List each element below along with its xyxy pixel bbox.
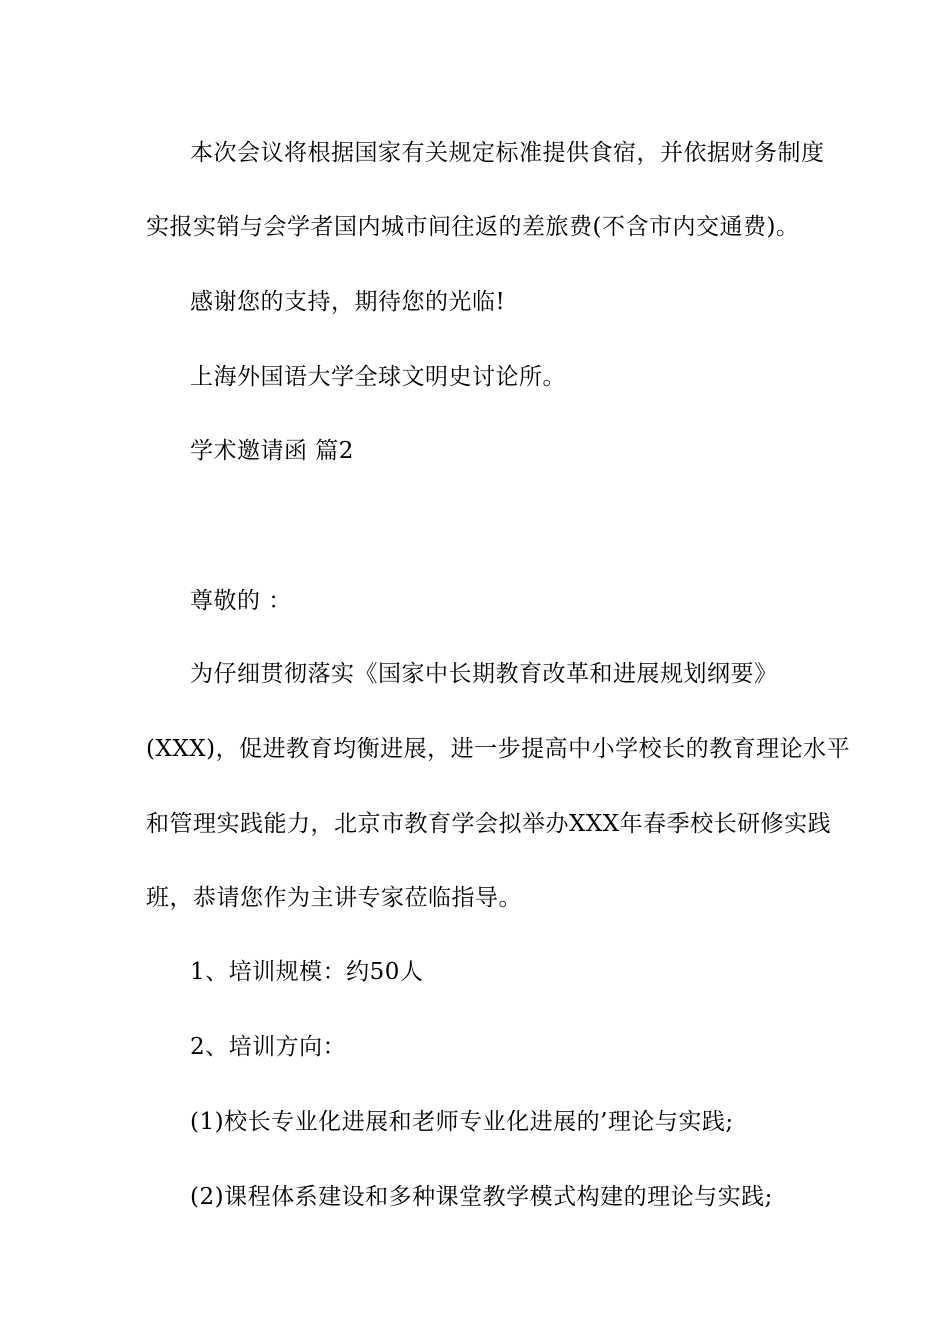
paragraph-invitation-line-3: 和管理实践能力，北京市教育学会拟举办XXX年春季校长研修实践	[146, 811, 832, 837]
paragraph-accommodation-line-1: 本次会议将根据国家有关规定标准提供食宿，并依据财务制度	[190, 140, 825, 166]
paragraph-invitation-line-1: 为仔细贯彻落实《国家中长期教育改革和进展规划纲要》	[190, 661, 778, 687]
sub-item-2: (2)课程体系建设和多种课堂教学模式构建的理论与实践;	[190, 1184, 773, 1210]
list-item-training-scale: 1、培训规模：约50人	[190, 959, 424, 985]
paragraph-thanks: 感谢您的支持，期待您的光临!	[190, 289, 506, 315]
paragraph-signature-organization: 上海外国语大学全球文明史讨论所。	[190, 364, 566, 390]
salutation: 尊敬的 ：	[190, 588, 292, 614]
section-heading: 学术邀请函 篇2	[190, 438, 354, 464]
paragraph-accommodation-line-2: 实报实销与会学者国内城市间往返的差旅费(不含市内交通费)。	[146, 214, 800, 240]
sub-item-1: (1)校长专业化进展和老师专业化进展的’理论与实践;	[190, 1109, 734, 1135]
paragraph-invitation-line-2: (XXX)，促进教育均衡进展，进一步提高中小学校长的教育理论水平	[146, 736, 851, 762]
paragraph-invitation-line-4: 班，恭请您作为主讲专家莅临指导。	[146, 885, 522, 911]
list-item-training-direction: 2、培训方向：	[190, 1034, 347, 1060]
